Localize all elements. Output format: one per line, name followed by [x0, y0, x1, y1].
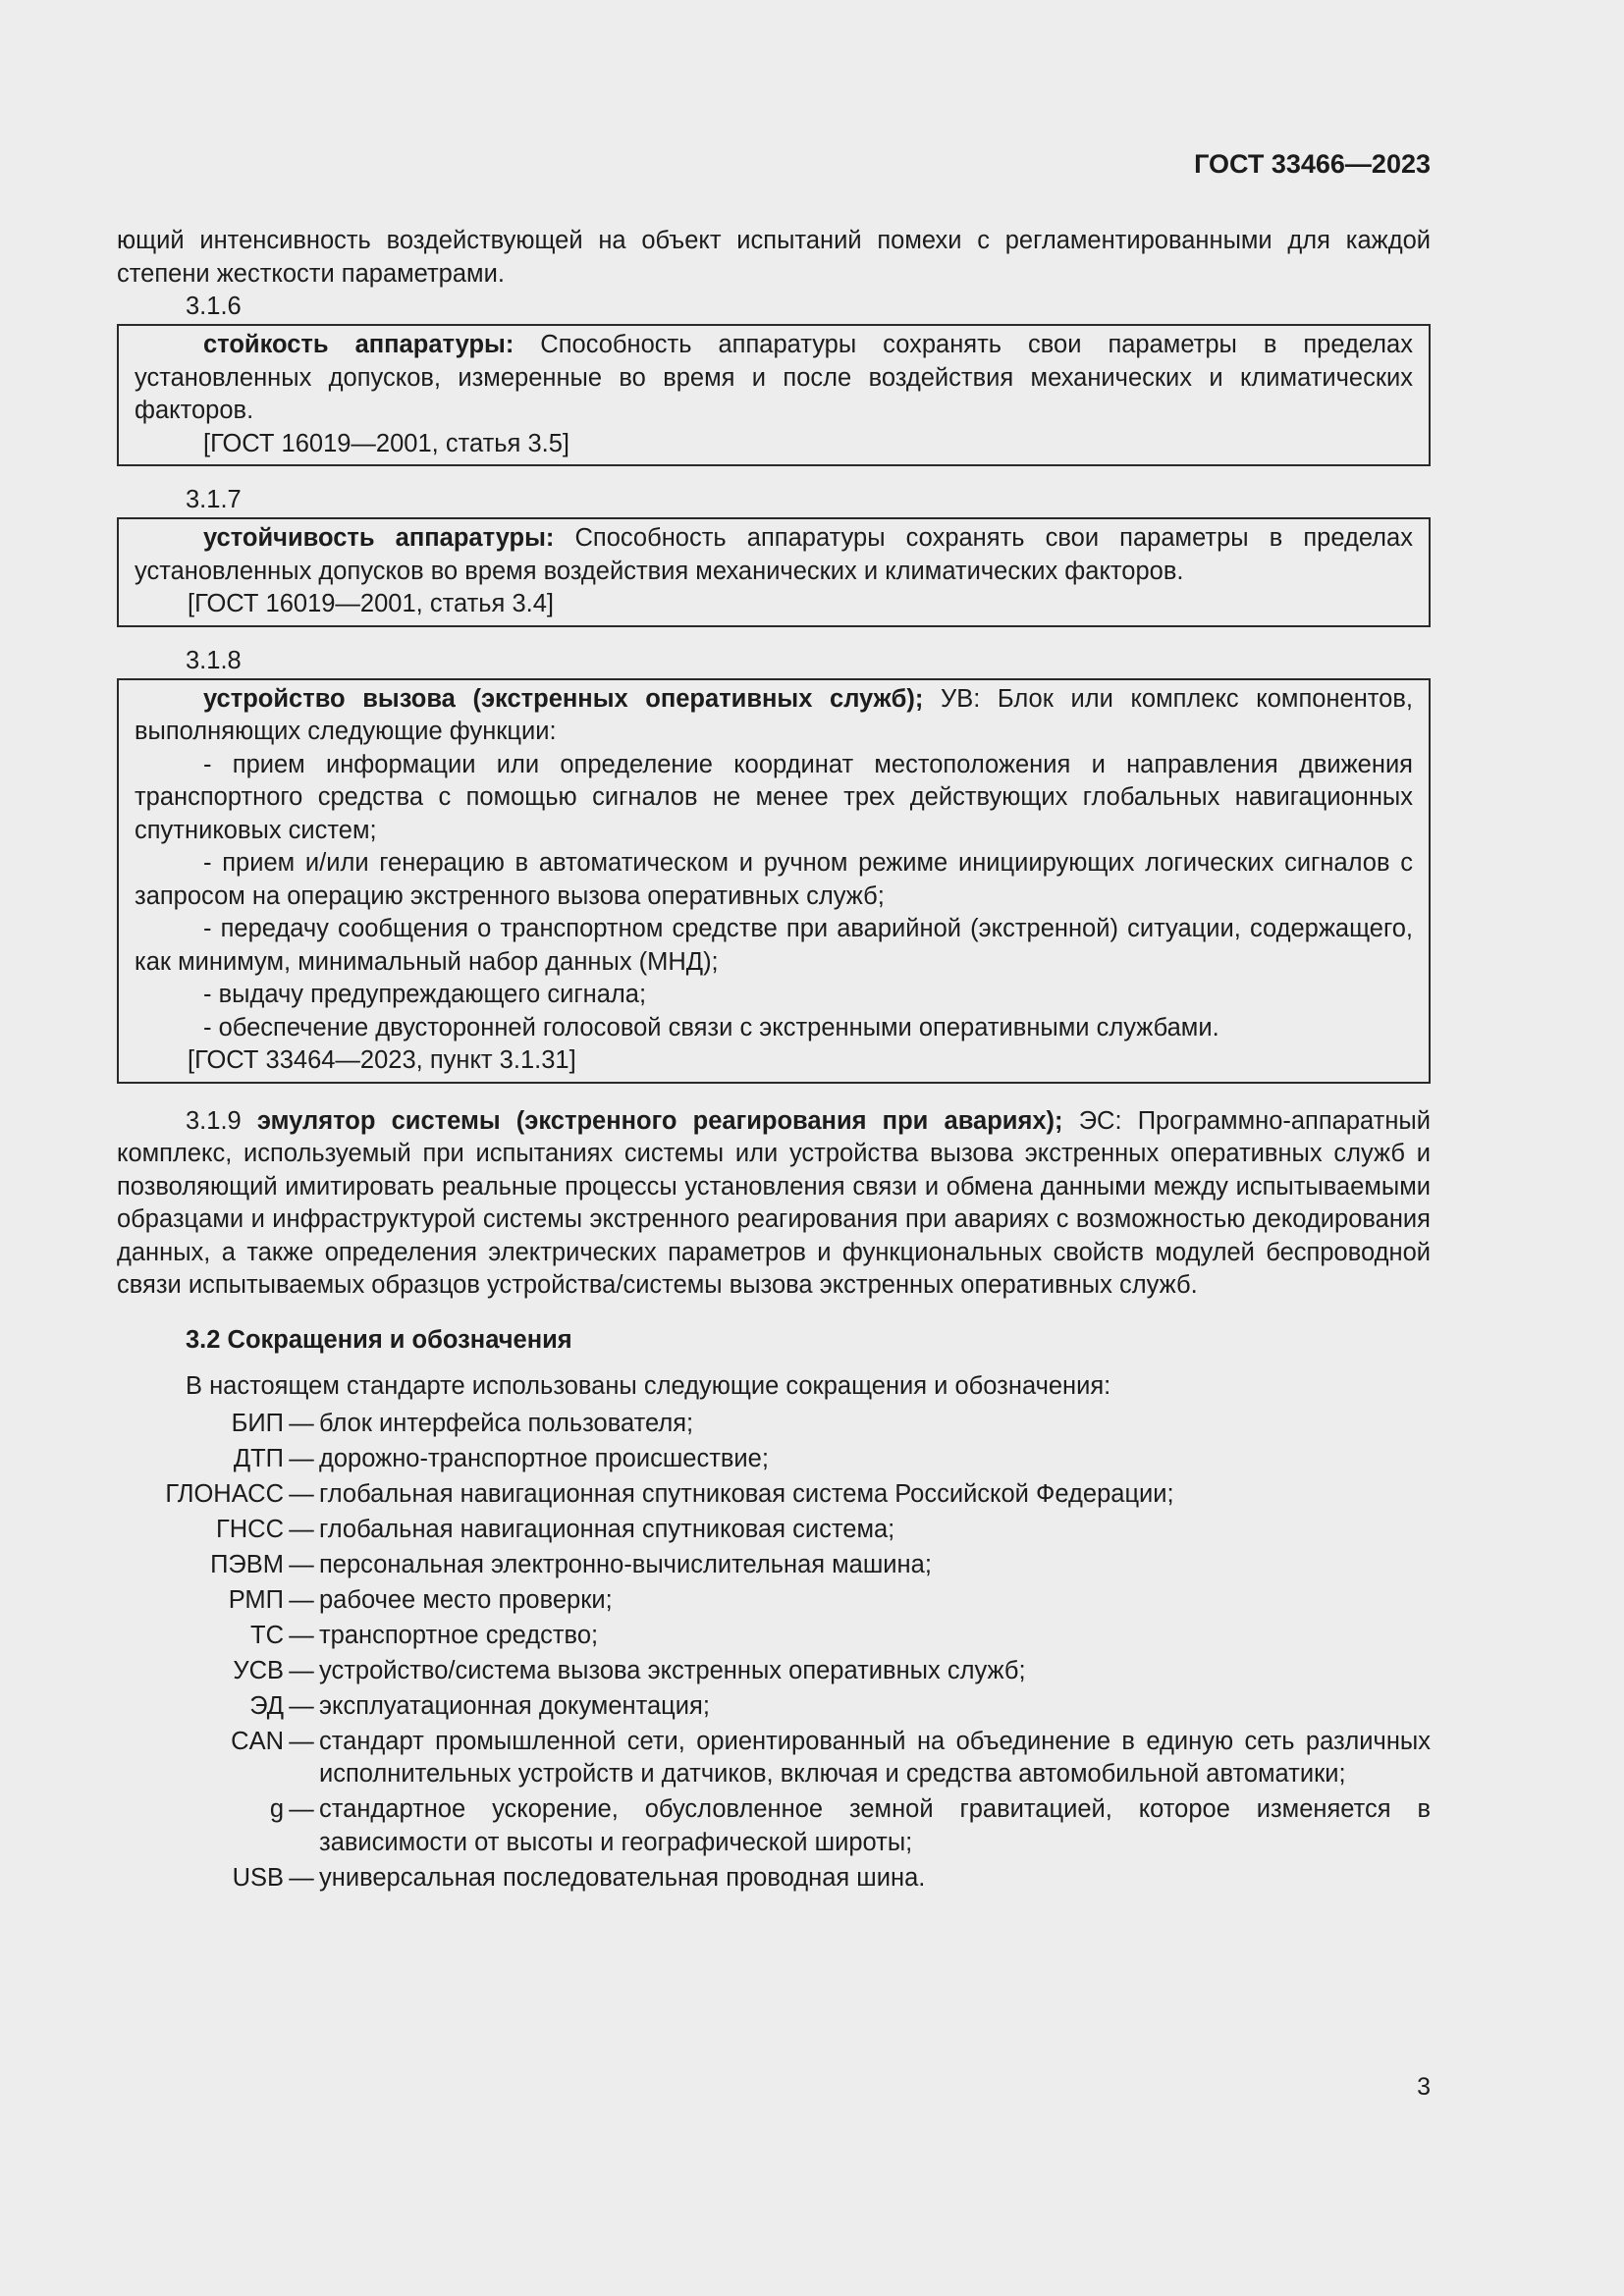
- abbreviation-key: РМП: [228, 1585, 284, 1614]
- term-number-316: 3.1.6: [186, 293, 242, 320]
- list-item: - обеспечение двусторонней голосовой связи с экстренными оперативными службами.: [203, 1013, 1219, 1041]
- term-source-317: [ГОСТ 16019—2001, статья 3.4]: [188, 590, 554, 617]
- term-number-318: 3.1.8: [186, 646, 242, 674]
- abbreviation-key: УСВ: [233, 1656, 284, 1684]
- abbreviation-key: g: [269, 1795, 284, 1823]
- term-definition-318: [135, 683, 1413, 749]
- abbreviation-dash: —: [289, 1795, 314, 1823]
- list-item: [117, 1584, 1431, 1620]
- term-source-316: [ГОСТ 16019—2001, статья 3.5]: [203, 429, 569, 457]
- abbreviation-dash: —: [289, 1621, 314, 1649]
- term-text-317: Способность аппаратуры сохранять свои параметры в пределах установленных допусков во время воздействия механических и климатических факторов.: [135, 524, 1413, 585]
- abbreviation-key: ПЭВМ: [210, 1550, 284, 1578]
- abbreviation-key: CAN: [231, 1727, 284, 1755]
- abbreviation-key: БИП: [231, 1409, 284, 1437]
- list-item: [117, 1862, 1431, 1897]
- section-title: 3.2 Сокращения и обозначения: [186, 1325, 572, 1354]
- term-definition-317: [135, 522, 1413, 588]
- abbreviation-dash: —: [289, 1550, 314, 1578]
- term-definition-319: [117, 1105, 1431, 1303]
- term-number-319: 3.1.9: [186, 1106, 242, 1135]
- abbreviation-definition: устройство/система вызова экстренных оперативных служб;: [319, 1656, 1026, 1684]
- abbreviation-dash: —: [289, 1409, 314, 1437]
- term-source-318: [ГОСТ 33464—2023, пункт 3.1.31]: [188, 1046, 576, 1074]
- document-header: ГОСТ 33466—2023: [1194, 149, 1431, 179]
- term-box-317: [117, 517, 1431, 627]
- list-item: - прием и/или генерацию в автоматическом и ручном режиме инициирующих логических сигналов с запросом на операцию экстренного вызова оперативных служб;: [135, 849, 1413, 910]
- abbreviation-definition: эксплуатационная документация;: [319, 1691, 710, 1720]
- abbreviation-key: USB: [232, 1863, 284, 1892]
- term-text-318: УВ: Блок или комплекс компонентов, выполняющих следующие функции:: [135, 684, 1413, 745]
- list-item: [117, 1620, 1431, 1655]
- page-content: [117, 225, 1431, 1897]
- list-item: [117, 1549, 1431, 1584]
- abbreviation-dash: —: [289, 1479, 314, 1508]
- abbreviation-definition: персональная электронно-вычислительная машина;: [319, 1550, 932, 1578]
- term-box-318: [117, 678, 1431, 1084]
- abbreviation-key: ЭД: [249, 1691, 284, 1720]
- term-title-319: эмулятор системы (экстренного реагирования при авариях);: [256, 1106, 1063, 1135]
- term-number-317: 3.1.7: [186, 486, 242, 513]
- list-item: - выдачу предупреждающего сигнала;: [203, 981, 647, 1008]
- abbreviation-dash: —: [289, 1585, 314, 1614]
- term-text-316: Способность аппаратуры сохранять свои параметры в пределах установленных допусков, измеренные во время и после воздействия механических и климатических факторов.: [135, 331, 1413, 424]
- page-number: 3: [1417, 2073, 1431, 2101]
- abbreviation-dash: —: [289, 1515, 314, 1543]
- abbreviation-key: ТС: [250, 1621, 284, 1649]
- list-item: [117, 1514, 1431, 1549]
- list-item: [117, 1443, 1431, 1478]
- abbreviation-dash: —: [289, 1656, 314, 1684]
- abbreviation-key: ДТП: [233, 1444, 284, 1472]
- abbreviation-definition: универсальная последовательная проводная шина.: [319, 1863, 926, 1892]
- term-title-316: стойкость аппаратуры:: [203, 331, 514, 358]
- list-item: [117, 1793, 1431, 1862]
- list-item: [117, 1690, 1431, 1726]
- term-box-316: [117, 324, 1431, 466]
- abbreviation-dash: —: [289, 1727, 314, 1755]
- list-item: [117, 1408, 1431, 1443]
- abbreviation-dash: —: [289, 1863, 314, 1892]
- abbreviation-definition: стандарт промышленной сети, ориентированный на объединение в единую сеть различных исполнительных устройств и датчиков, включая и средства автомобильной автоматики;: [319, 1727, 1431, 1788]
- list-item: - прием информации или определение координат местоположения и направления движения транспортного средства с помощью сигналов не менее трех действующих глобальных навигационных спутниковых систем;: [135, 750, 1413, 844]
- section-intro: В настоящем стандарте использованы следующие сокращения и обозначения:: [186, 1372, 1111, 1400]
- list-item: - передачу сообщения о транспортном средстве при аварийной (экстренной) ситуации, содержащего, как минимум, минимальный набор данных (МНД);: [135, 915, 1413, 976]
- abbreviation-definition: рабочее место проверки;: [319, 1585, 613, 1614]
- abbreviation-definition: транспортное средство;: [319, 1621, 599, 1649]
- abbreviations-list: [117, 1408, 1431, 1897]
- term-title-317: устойчивость аппаратуры:: [203, 524, 555, 552]
- abbreviation-dash: —: [289, 1444, 314, 1472]
- abbreviation-definition: глобальная навигационная спутниковая система;: [319, 1515, 895, 1543]
- abbreviation-definition: стандартное ускорение, обусловленное земной гравитацией, которое изменяется в зависимости от высоты и географической широты;: [319, 1795, 1431, 1856]
- abbreviation-key: ГНСС: [215, 1515, 284, 1543]
- abbreviation-definition: дорожно-транспортное происшествие;: [319, 1444, 769, 1472]
- list-item: [117, 1478, 1431, 1514]
- term-definition-316: [135, 329, 1413, 428]
- term-text-319: ЭС: Программно-аппаратный комплекс, используемый при испытаниях системы или устройства вызова экстренных оперативных служб и позволяющий имитировать реальные процессы установления связи и обмена данными между испытываемыми образцами и инфраструктурой системы экстренного реагирования при авариях с возможностью декодирования данных, а также определения электрических параметров и функциональных свойств модулей беспроводной связи испытываемых образцов устройства/системы вызова экстренных оперативных служб.: [117, 1106, 1431, 1299]
- list-item: [117, 1655, 1431, 1690]
- abbreviation-dash: —: [289, 1691, 314, 1720]
- abbreviation-definition: глобальная навигационная спутниковая система Российской Федерации;: [319, 1479, 1174, 1508]
- intro-continuation: ющий интенсивность воздействующей на объект испытаний помехи с регламентированными для каждой степени жесткости параметрами.: [117, 227, 1431, 288]
- term-title-318: устройство вызова (экстренных оперативных служб);: [203, 684, 924, 713]
- abbreviation-definition: блок интерфейса пользователя;: [319, 1409, 694, 1437]
- list-item: [117, 1726, 1431, 1794]
- abbreviation-key: ГЛОНАСС: [165, 1479, 284, 1508]
